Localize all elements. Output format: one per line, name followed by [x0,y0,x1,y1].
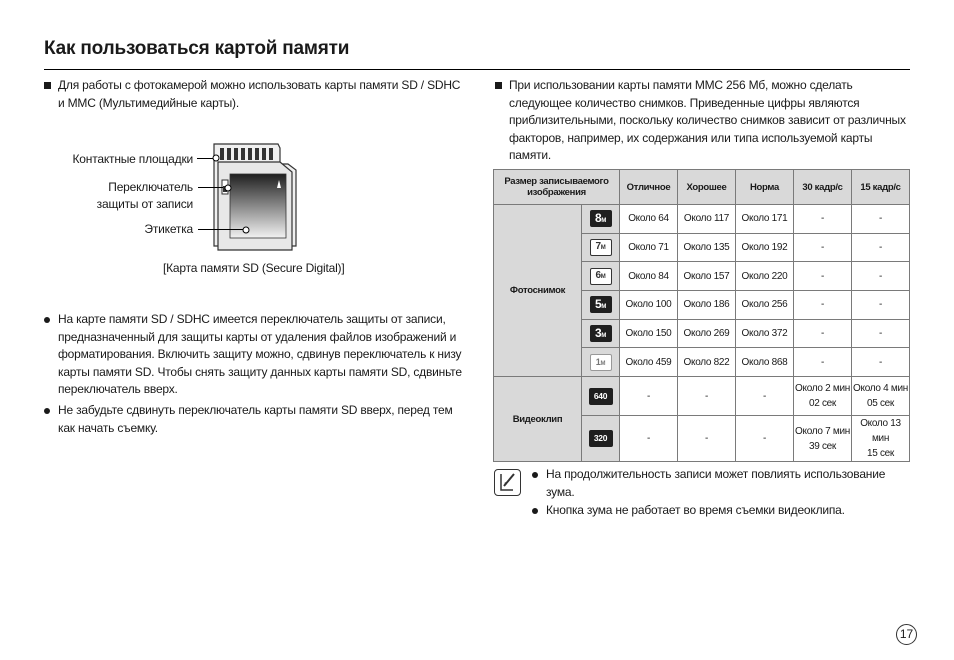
group-photo: Фотоснимок [494,205,582,377]
dot-bullet-icon [532,508,538,514]
table-row: 5M Около 100 Около 186 Около 256 - - [494,291,910,320]
note-zoom-effect: На продолжительность записи может повлиять использование зума. [546,467,886,499]
table-row: 3M Около 150 Около 269 Около 372 - - [494,319,910,348]
label-switch-line2: защиты от записи [96,197,193,211]
dot-bullet-icon [44,317,50,323]
left-intro: Для работы с фотокамерой можно использовать карты памяти SD / SDHC и MMC (Мультимедийные карты). [58,78,461,110]
table-row: 6M Около 84 Около 157 Около 220 - - [494,262,910,291]
table-row: Фотоснимок 8M Около 64 Около 117 Около 171 - - [494,205,910,234]
resolution-1m-icon: 1M [590,354,612,371]
table-row: 1M Около 459 Около 822 Около 868 - - [494,348,910,377]
label-switch: Переключатель [108,180,193,194]
resolution-6m-icon: 6M [590,268,612,285]
page-title: Как пользоваться картой памяти [44,38,350,59]
header-good: Хорошее [678,170,736,205]
square-bullet-icon [495,82,502,89]
header-excellent: Отличное [620,170,678,205]
resolution-5m-icon: 5M [590,296,612,313]
label-sticker: Этикетка [144,222,193,236]
header-30fps: 30 кадр/с [794,170,852,205]
dot-bullet-icon [44,408,50,414]
table-row: Видеоклип 640 - - - Около 2 мин 02 сек Около 4 мин 05 сек [494,377,910,416]
dot-bullet-icon [532,472,538,478]
video-640-icon: 640 [589,388,613,405]
capacity-table [493,169,910,462]
group-video: Видеоклип [494,377,582,462]
header-15fps: 15 кадр/с [852,170,910,205]
header-normal: Норма [736,170,794,205]
bullet-unlock-reminder: Не забудьте сдвинуть переключатель карты памяти SD вверх, перед тем как начать съемку. [58,403,453,435]
leader-line [198,187,223,188]
card-caption: [Карта памяти SD (Secure Digital)] [163,261,345,275]
page-number: 17 [896,624,917,645]
resolution-3m-icon: 3M [590,325,612,342]
right-intro: При использовании карты памяти MMC 256 Мб, можно сделать следующее количество снимков. Приведенные цифры являются приблизительными, поскольку количество снимков зависит от различных факторов, например, их содержания или типа используемой карты памяти. [509,78,906,162]
video-320-icon: 320 [589,430,613,447]
table-header-row [494,170,910,205]
header-size: Размер записываемого изображения [494,170,620,205]
square-bullet-icon [44,82,51,89]
table-row: 7M Около 71 Около 135 Около 192 - - [494,233,910,262]
sd-card-illustration [192,140,298,252]
table-row: 320 - - - Около 7 мин 39 сек Около 13 мин 15 сек [494,416,910,462]
bullet-write-protect: На карте памяти SD / SDHC имеется переключатель защиты от записи, предназначенный для защиты карты от удаления файлов изображений и форматирования. Включить защиту можно, сдвинув переключатель к низу карты памяти SD. Чтобы снять защиту данных карты памяти SD, сдвиньте переключатель вверх. [58,312,462,396]
resolution-8m-icon: 8M [590,210,612,227]
resolution-7m-icon: 7M [590,239,612,256]
note-pencil-icon [494,469,521,496]
note-zoom-disabled: Кнопка зума не работает во время съемки видеоклипа. [546,503,845,517]
title-divider [44,69,910,70]
leader-line [197,158,213,159]
leader-line [198,229,243,230]
label-contacts: Контактные площадки [72,152,193,166]
